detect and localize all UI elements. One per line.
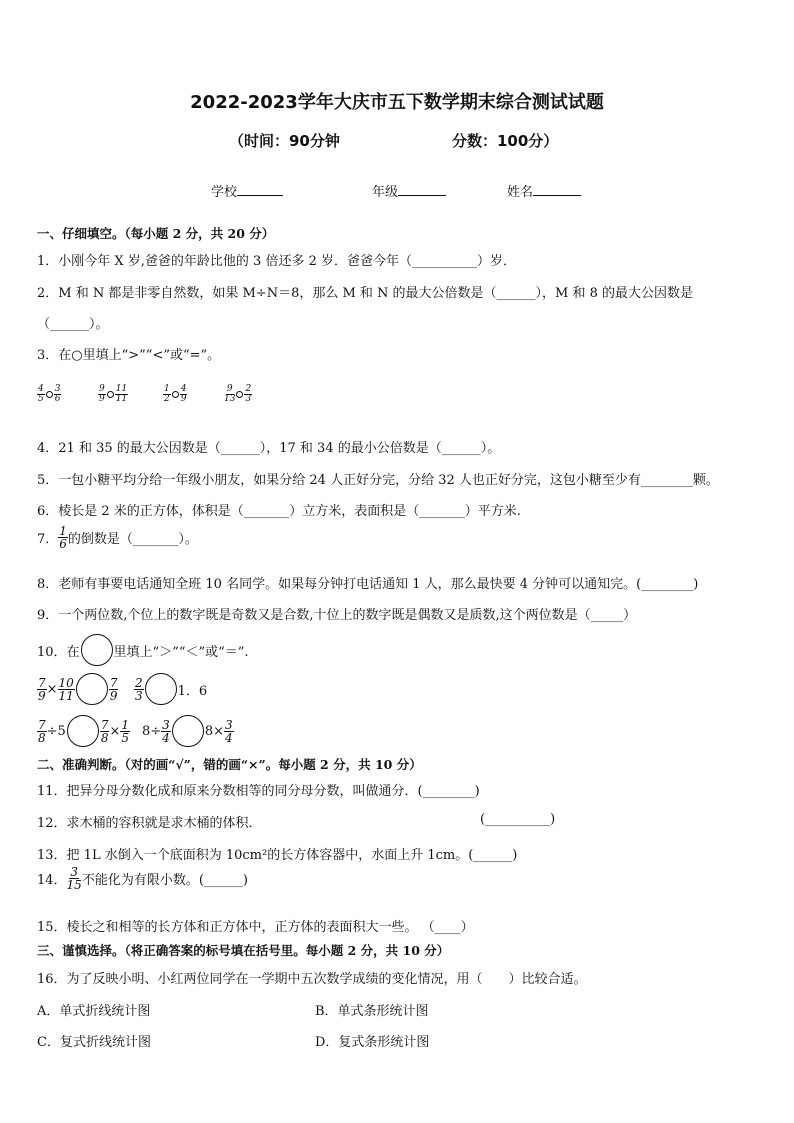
- q10-row-1-right: [134, 673, 207, 705]
- compare-circle[interactable]: [236, 391, 243, 398]
- fraction: $\frac{7}{9}$: [109, 675, 118, 703]
- compare-circle[interactable]: [76, 673, 108, 705]
- question-11: 11．把异分母分数化成和原来分数相等的同分母分数，叫做通分．(________): [37, 784, 480, 799]
- q3-item-3: [163, 385, 187, 404]
- page-title: 2022-2023学年大庆市五下数学期末综合测试试题: [190, 92, 604, 113]
- operator: ×: [46, 681, 58, 697]
- question-1: 1．小刚今年 X 岁,爸爸的年龄比他的 3 倍还多 2 岁．爸爸今年（__________）岁．: [37, 254, 516, 269]
- question-2-cont: （______）。: [37, 317, 109, 332]
- option-b: B．单式条形统计图: [315, 1004, 429, 1019]
- school-field: [211, 181, 283, 200]
- fraction: $\frac{4}{9}$: [180, 384, 187, 404]
- school-label: 学校: [211, 185, 238, 200]
- name-label: 姓名: [507, 185, 534, 200]
- exam-score: 分数：100分）: [452, 132, 559, 150]
- question-14: [37, 866, 248, 891]
- name-field: [507, 181, 581, 200]
- fraction: $\frac{10}{11}$: [58, 675, 74, 703]
- question-4: 4．21 和 35 的最大公因数是（______），17 和 34 的最小公倍数是（______）。: [37, 441, 501, 456]
- question-7: [37, 525, 198, 550]
- question-9: 9．一个两位数,个位上的数字既是奇数又是合数,十位上的数字既是偶数又是质数,这个两位数是（_____）: [37, 608, 637, 623]
- fraction: $\frac{9}{13}$: [224, 384, 236, 404]
- question-2: 2．M 和 N 都是非零自然数，如果 M÷N＝8，那么 M 和 N 的最大公倍数是（______），M 和 8 的最大公因数是: [37, 286, 694, 301]
- name-blank: [533, 183, 581, 196]
- fraction: $\frac{7}{8}$: [100, 717, 109, 745]
- section3-heading: 三、谨慎选择。（将正确答案的标号填在括号里。每小题 2 分，共 10 分）: [37, 943, 450, 958]
- fraction: $\frac{1}{6}$: [59, 524, 67, 551]
- school-blank: [237, 183, 283, 196]
- q10-row-2-left: [37, 715, 130, 747]
- q12-blank: (__________): [480, 812, 556, 827]
- exam-time: （时间：90分钟: [229, 132, 340, 150]
- q10-suffix: 里填上“＞”“＜”或“＝”.: [113, 644, 249, 660]
- expression: 8×: [204, 723, 224, 739]
- fraction: $\frac{9}{9}$: [99, 384, 105, 404]
- fraction: $\frac{3}{15}$: [66, 865, 82, 892]
- compare-circle[interactable]: [145, 673, 177, 705]
- fraction: $\frac{3}{4}$: [162, 717, 170, 745]
- question-12: 12．求木桶的容积就是求木桶的体积．: [37, 816, 262, 831]
- compare-circle[interactable]: [46, 391, 53, 398]
- grade-field: [372, 181, 446, 200]
- q7-prefix: 7．: [37, 532, 59, 547]
- q10-prefix: 10．在: [37, 644, 80, 660]
- fraction: $\frac{3}{4}$: [224, 717, 233, 745]
- question-15: 15．棱长之和相等的长方体和正方体中，正方体的表面积大一些。 （____）: [37, 920, 474, 935]
- operator: ÷5: [46, 723, 66, 739]
- fraction: $\frac{7}{9}$: [38, 675, 46, 703]
- fraction: $\frac{3}{6}$: [54, 384, 61, 404]
- q14-prefix: 14．: [37, 873, 67, 888]
- q10-row-1-left: [37, 673, 118, 705]
- fraction: $\frac{4}{5}$: [38, 384, 44, 404]
- question-10: [37, 634, 249, 666]
- expression: 8÷: [142, 723, 162, 739]
- option-c: C．复式折线统计图: [37, 1035, 151, 1050]
- option-a: A．单式折线统计图: [37, 1004, 151, 1019]
- section1-heading: 一、仔细填空。（每小题 2 分，共 20 分）: [37, 226, 275, 241]
- question-13: 13．把 1L 水倒入一个底面积为 10cm²的长方体容器中，水面上升 1cm。(______): [37, 848, 518, 863]
- q3-item-1: [37, 385, 61, 404]
- q3-item-4: [224, 385, 252, 404]
- section2-heading: 二、准确判断。（对的画“√”，错的画“×”。每小题 2 分，共 10 分）: [37, 757, 422, 772]
- value: 1．6: [177, 683, 208, 699]
- option-d: D．复式条形统计图: [315, 1035, 430, 1050]
- q14-suffix: 不能化为有限小数。(______): [81, 873, 248, 888]
- grade-label: 年级: [372, 185, 399, 200]
- question-6: 6．棱长是 2 米的正方体，体积是（_______）立方米，表面积是（_______）平方米.: [37, 504, 521, 519]
- compare-circle[interactable]: [172, 715, 204, 747]
- fraction: $\frac{7}{8}$: [38, 717, 46, 745]
- question-5: 5．一包小糖平均分给一年级小朋友，如果分给 24 人正好分完，分给 32 人也正好分完，这包小糖至少有________颗。: [37, 473, 719, 488]
- question-3: 3．在○里填上“>”“<”或“=”。: [37, 348, 221, 363]
- q7-suffix: 的倒数是（_______）。: [67, 532, 198, 547]
- grade-blank: [398, 183, 446, 196]
- q3-item-2: [98, 385, 128, 404]
- compare-circle[interactable]: [172, 391, 179, 398]
- operator: ×: [109, 723, 121, 739]
- compare-circle[interactable]: [107, 391, 114, 398]
- question-16: 16．为了反映小明、小红两位同学在一学期中五次数学成绩的变化情况，用（ ）比较合适。: [37, 972, 587, 987]
- fraction: $\frac{1}{2}$: [164, 384, 170, 404]
- fraction: $\frac{1}{5}$: [121, 717, 129, 745]
- fraction: $\frac{11}{11}$: [115, 384, 128, 404]
- question-8: 8．老师有事要电话通知全班 10 名同学。如果每分钟打电话通知 1 人，那么最快要 4 分钟可以通知完。(________): [37, 577, 699, 592]
- compare-circle: [81, 634, 113, 666]
- fraction: $\frac{2}{3}$: [135, 675, 143, 703]
- q10-row-2-right: [142, 715, 234, 747]
- compare-circle[interactable]: [67, 715, 99, 747]
- fraction: $\frac{2}{3}$: [245, 384, 252, 404]
